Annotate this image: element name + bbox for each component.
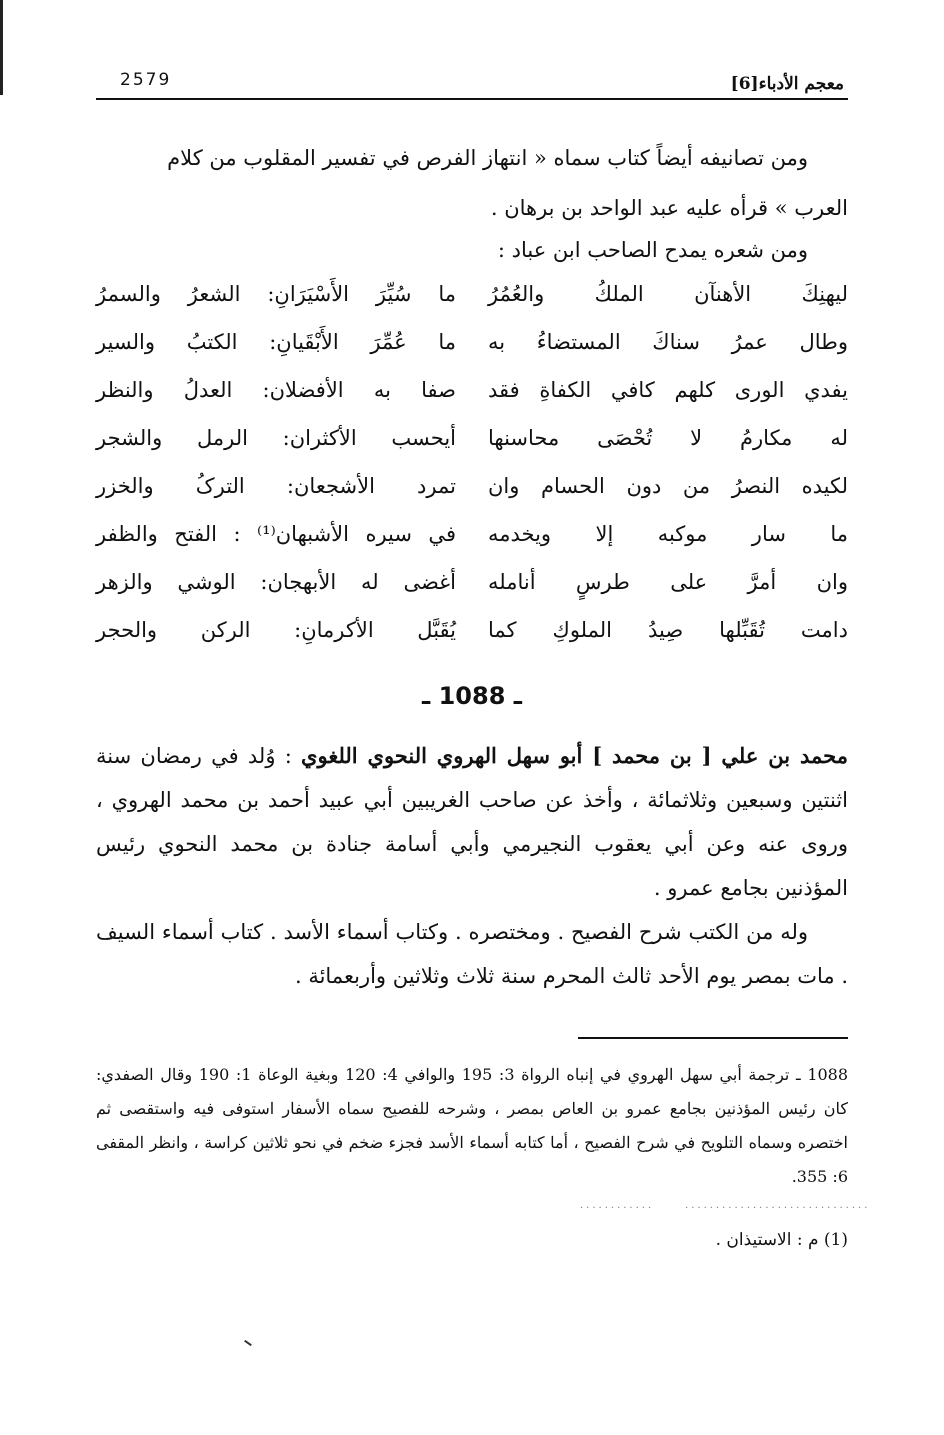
- binding-edge: [0, 0, 3, 95]
- verse-first-hemistich: وان أمرَّ على طرسٍ أنامله: [488, 570, 848, 594]
- verse-first-hemistich: لكيده النصرُ من دون الحسام وان: [488, 474, 848, 498]
- verse: [96, 414, 848, 462]
- entry-biography-paragraph: [96, 734, 848, 910]
- header-rule: [96, 98, 848, 100]
- dotted-separator: ............ ..............................: [580, 1200, 871, 1211]
- verse: [96, 462, 848, 510]
- verse-second-hemistich: ما سُيِّرَ الأَسْيَرَانِ: الشعرُ والسمرُ: [96, 282, 456, 306]
- footnote-main: [96, 1058, 848, 1194]
- footnote-1: (1) م : الاستيذان .: [715, 1230, 848, 1250]
- entry-body: [96, 734, 848, 998]
- entry-name: محمد بن علي [ بن محمد ] أبو سهل الهروي النحوي اللغوي: [301, 743, 848, 768]
- entry-bio-text: : وُلد في رمضان سنة اثنتين وسبعين وثلاثمائة ، وأخذ عن صاحب الغريبين أبي عبيد أحمد بن محمد الهروي ، وروى عنه وعن أبي يعقوب النجيرمي وأبي أسامة جنادة بن محمد النحوي رئيس المؤذنين بجامع عمرو .: [96, 744, 848, 900]
- running-head: معجم الأدباء[6]: [730, 74, 844, 94]
- stray-mark: [244, 1340, 252, 1346]
- footnote-rule: [578, 1037, 848, 1039]
- verse-second-hemistich: أغضى له الأبهجان: الوشي والزهر: [96, 570, 456, 594]
- verse-second-hemistich: تمرد الأشجعان: الترکُ والخزر: [96, 474, 456, 498]
- verse-second-hemistich: أيحسب الأكثران: الرمل والشجر: [96, 426, 456, 450]
- verse-first-hemistich: دامت تُقَبِّلها صِيدُ الملوكِ كما: [488, 618, 848, 642]
- verse-first-hemistich: وطال عمرُ سناكَ المستضاءُ به: [488, 330, 848, 354]
- verse: [96, 270, 848, 318]
- entry-number: ـ 1088 ـ: [422, 682, 522, 710]
- verse-first-hemistich: له مكارمُ لا تُحْصَى محاسنها: [488, 426, 848, 450]
- intro-line-2: العرب » قرأه عليه عبد الواحد بن برهان .: [490, 196, 848, 220]
- verse-second-hemistich: ما عُمِّرَ الأَبْقَيانِ: الكتبُ والسير: [96, 330, 456, 354]
- verse-first-hemistich: ليهنِكَ الأهنآن الملكُ والعُمُرُ: [488, 282, 848, 306]
- verse: [96, 606, 848, 654]
- footnote-main-text: 1088 ـ ترجمة أبي سهل الهروي في إنباه الرواة 3: 195 والوافي 4: 120 وبغية الوعاة 1: 190 وقال الصفدي: كان رئيس المؤذنين بجامع عمرو بن العاص بمصر ، وشرحه للفصيح سماه الأسفار استوفى فيه واستقصى ثم اختصره وسماه التلويح في شرح الفصيح ، أما كتابه أسماء الأسد فجزء ضخم في نحو ثلاثين كراسة ، وانظر المقفى 6: 355.: [96, 1065, 849, 1186]
- intro-line-1: ومن تصانيفه أيضاً كتاب سماه « انتهاز الفرص في تفسير المقلوب من كلام: [167, 146, 808, 170]
- verse: [96, 558, 848, 606]
- verse-second-hemistich: صفا به الأفضلان: العدلُ والنظر: [96, 378, 456, 402]
- intro-line-3: ومن شعره يمدح الصاحب ابن عباد :: [497, 238, 808, 262]
- verse: [96, 366, 848, 414]
- verse: [96, 510, 848, 558]
- entry-works-paragraph: وله من الكتب شرح الفصيح . ومختصره . وكتاب أسماء الأسد . كتاب أسماء السيف . مات بمصر يوم الأحد ثالث المحرم سنة ثلاث وثلاثين وأربعمائة .: [96, 920, 848, 988]
- verse-second-hemistich: يُقَبَّل الأكرمانِ: الركن والحجر: [96, 618, 456, 642]
- verse-first-hemistich: يفدي الورى كلهم كافي الكفاةِ فقد: [488, 378, 848, 402]
- verse-second-hemistich: في سيره الأشبهان⁽¹⁾ : الفتح والظفر: [96, 522, 456, 546]
- verse: [96, 318, 848, 366]
- poem: [96, 270, 848, 654]
- verse-first-hemistich: ما سار موكبه إلا ويخدمه: [488, 522, 848, 546]
- page-number: 2579: [120, 70, 172, 90]
